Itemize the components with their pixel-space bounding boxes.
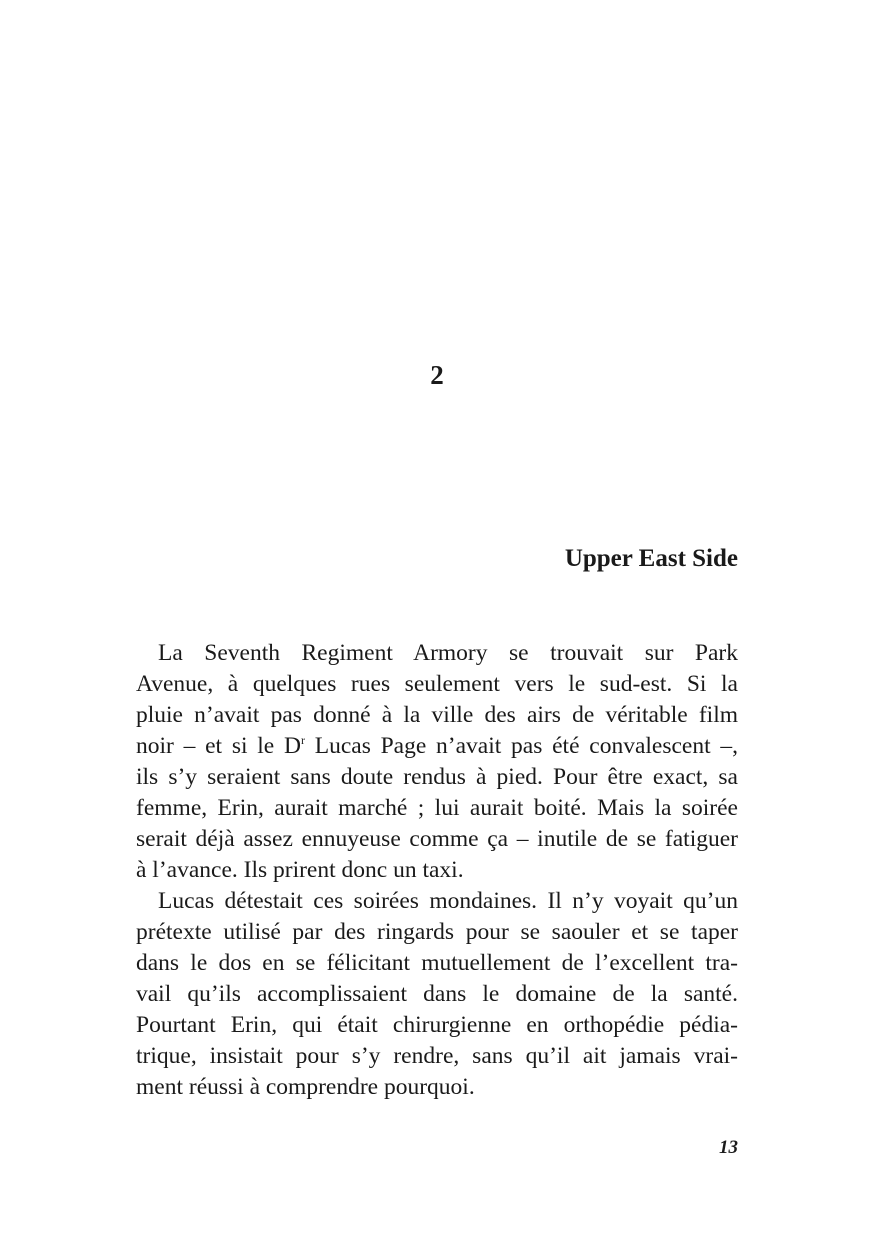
text-segment: noir – et si le D	[136, 733, 301, 759]
text-segment: Lucas Page n’avait pas été convalescent –,	[304, 733, 739, 759]
text-line: ils s’y seraient sans doute rendus à pied. Pour être exact, sa	[136, 764, 738, 790]
body-text	[136, 638, 738, 1103]
text-line: à l’avance. Ils prirent donc un taxi.	[136, 857, 464, 883]
text-line: femme, Erin, aurait marché ; lui aurait boité. Mais la soirée	[136, 795, 738, 821]
text-line	[136, 731, 738, 762]
page-number: 13	[719, 1137, 738, 1158]
text-line: vail qu’ils accomplissaient dans le domaine de la santé.	[136, 981, 738, 1007]
text-line: prétexte utilisé par des ringards pour se saouler et se taper	[136, 919, 738, 945]
text-line: trique, insistait pour s’y rendre, sans qu’il ait jamais vrai-	[136, 1043, 738, 1069]
text-line: Avenue, à quelques rues seulement vers le sud-est. Si la	[136, 671, 738, 697]
text-line: Pourtant Erin, qui était chirurgienne en orthopédie pédia-	[136, 1012, 738, 1038]
title-abbreviation-superscript: r	[300, 733, 305, 747]
text-line: Lucas détestait ces soirées mondaines. Il n’y voyait qu’un	[158, 888, 738, 914]
text-line: ment réussi à comprendre pourquoi.	[136, 1074, 475, 1100]
text-line: dans le dos en se félicitant mutuellement de l’excellent tra-	[136, 950, 738, 976]
paragraph-1	[136, 638, 738, 886]
text-line: pluie n’avait pas donné à la ville des airs de véritable film	[136, 702, 738, 728]
text-line: serait déjà assez ennuyeuse comme ça – inutile de se fatiguer	[136, 826, 738, 852]
chapter-number: 2	[430, 360, 444, 390]
chapter-location: Upper East Side	[564, 545, 738, 572]
paragraph-2	[136, 886, 738, 1103]
text-line: La Seventh Regiment Armory se trouvait sur Park	[158, 640, 738, 666]
